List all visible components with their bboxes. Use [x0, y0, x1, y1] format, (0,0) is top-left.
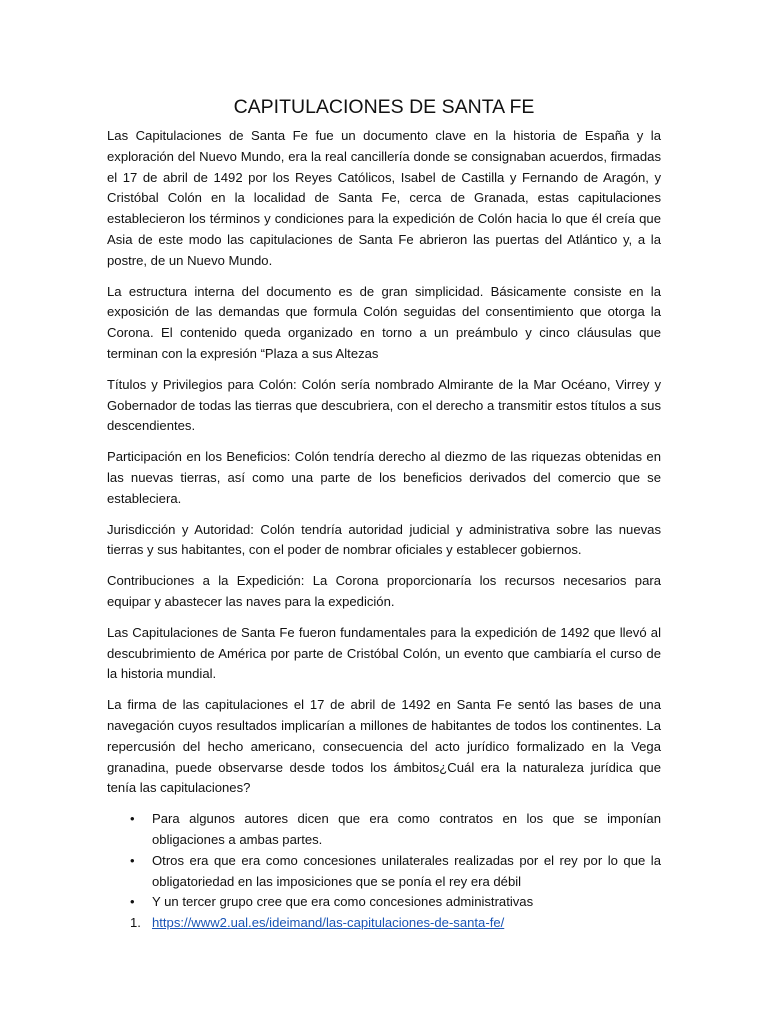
reference-link[interactable]: https://www2.ual.es/ideimand/las-capitulaciones-de-santa-fe/: [152, 915, 505, 931]
paragraph-contributions: Contribuciones a la Expedición: La Corona proporcionaría los recursos necesarios para equipar y abastecer las naves para la expedición.: [107, 573, 661, 609]
list-item: [107, 892, 661, 913]
paragraph-structure: La estructura interna del documento es de gran simplicidad. Básicamente consiste en la exposición de las demandas que formula Colón seguidas del consentimiento que otorga la Corona. El contenido queda organizado en torno a un preámbulo y cinco cláusulas que terminan con la expresión “Plaza a sus Altezas: [107, 283, 661, 361]
paragraph-importance: Las Capitulaciones de Santa Fe fueron fundamentales para la expedición de 1492 que llevó al descubrimiento de América por parte de Cristóbal Colón, un evento que cambiaría el curso de la historia mundial.: [107, 624, 661, 682]
paragraph-benefits: Participación en los Beneficios: Colón tendría derecho al diezmo de las riquezas obtenidas en las nuevas tierras, así como una parte de los beneficios derivados del comercio que se estableciera.: [107, 449, 661, 506]
reference-number: 1.: [130, 915, 141, 931]
paragraph-intro: Las Capitulaciones de Santa Fe fue un documento clave en la historia de España y la exploración del Nuevo Mundo, era la real cancillería donde se consignaban acuerdos, firmadas el 17 de abril de 1492 por los Reyes Católicos, Isabel de Castilla y Fernando de Aragón, y Cristóbal Colón en la localidad de Santa Fe, cerca de Granada, estas capitulaciones establecieron los términos y condiciones para la expedición de Colón hacia lo que él creía que Asia de este modo las capitulaciones de Santa Fe abrieron las puertas del Atlántico y, a la postre, de un Nuevo Mundo.: [107, 128, 661, 268]
bullet-icon: •: [130, 894, 135, 910]
list-item-text: Otros era que era como concesiones unilaterales realizadas por el rey por lo que la obligatoriedad en las imposiciones que se ponía el rey era débil: [152, 852, 661, 889]
document-title: CAPITULACIONES DE SANTA FE: [233, 96, 535, 118]
list-item-text: Para algunos autores dicen que era como contratos en los que se imponían obligaciones a ambas partes.: [152, 811, 661, 847]
bullet-list: [107, 809, 661, 913]
paragraph-jurisdiction: Jurisdicción y Autoridad: Colón tendría autoridad judicial y administrativa sobre las nuevas tierras y sus habitantes, con el poder de nombrar oficiales y establecer gobiernos.: [107, 521, 661, 558]
bullet-icon: •: [130, 852, 135, 868]
paragraph-titles: Títulos y Privilegios para Colón: Colón sería nombrado Almirante de la Mar Océano, Virrey y Gobernador de todas las tierras que descubriera, con el derecho a transmitir estos títulos a sus descendientes.: [107, 376, 661, 434]
document-page: [107, 0, 661, 934]
list-item-text: Y un tercer grupo cree que era como concesiones administrativas: [152, 894, 534, 910]
list-item: [107, 809, 661, 851]
list-item: [107, 851, 661, 893]
reference-item: [107, 913, 661, 934]
paragraph-signature: La firma de las capitulaciones el 17 de abril de 1492 en Santa Fe sentó las bases de una navegación cuyos resultados implicarían a millones de habitantes de todos los continentes. La repercusión del hecho americano, consecuencia del acto jurídico formalizado en la Vega granadina, puede observarse desde todos los ámbitos¿Cuál era la naturaleza jurídica que tenía las capitulaciones?: [107, 697, 661, 796]
bullet-icon: •: [130, 811, 135, 827]
